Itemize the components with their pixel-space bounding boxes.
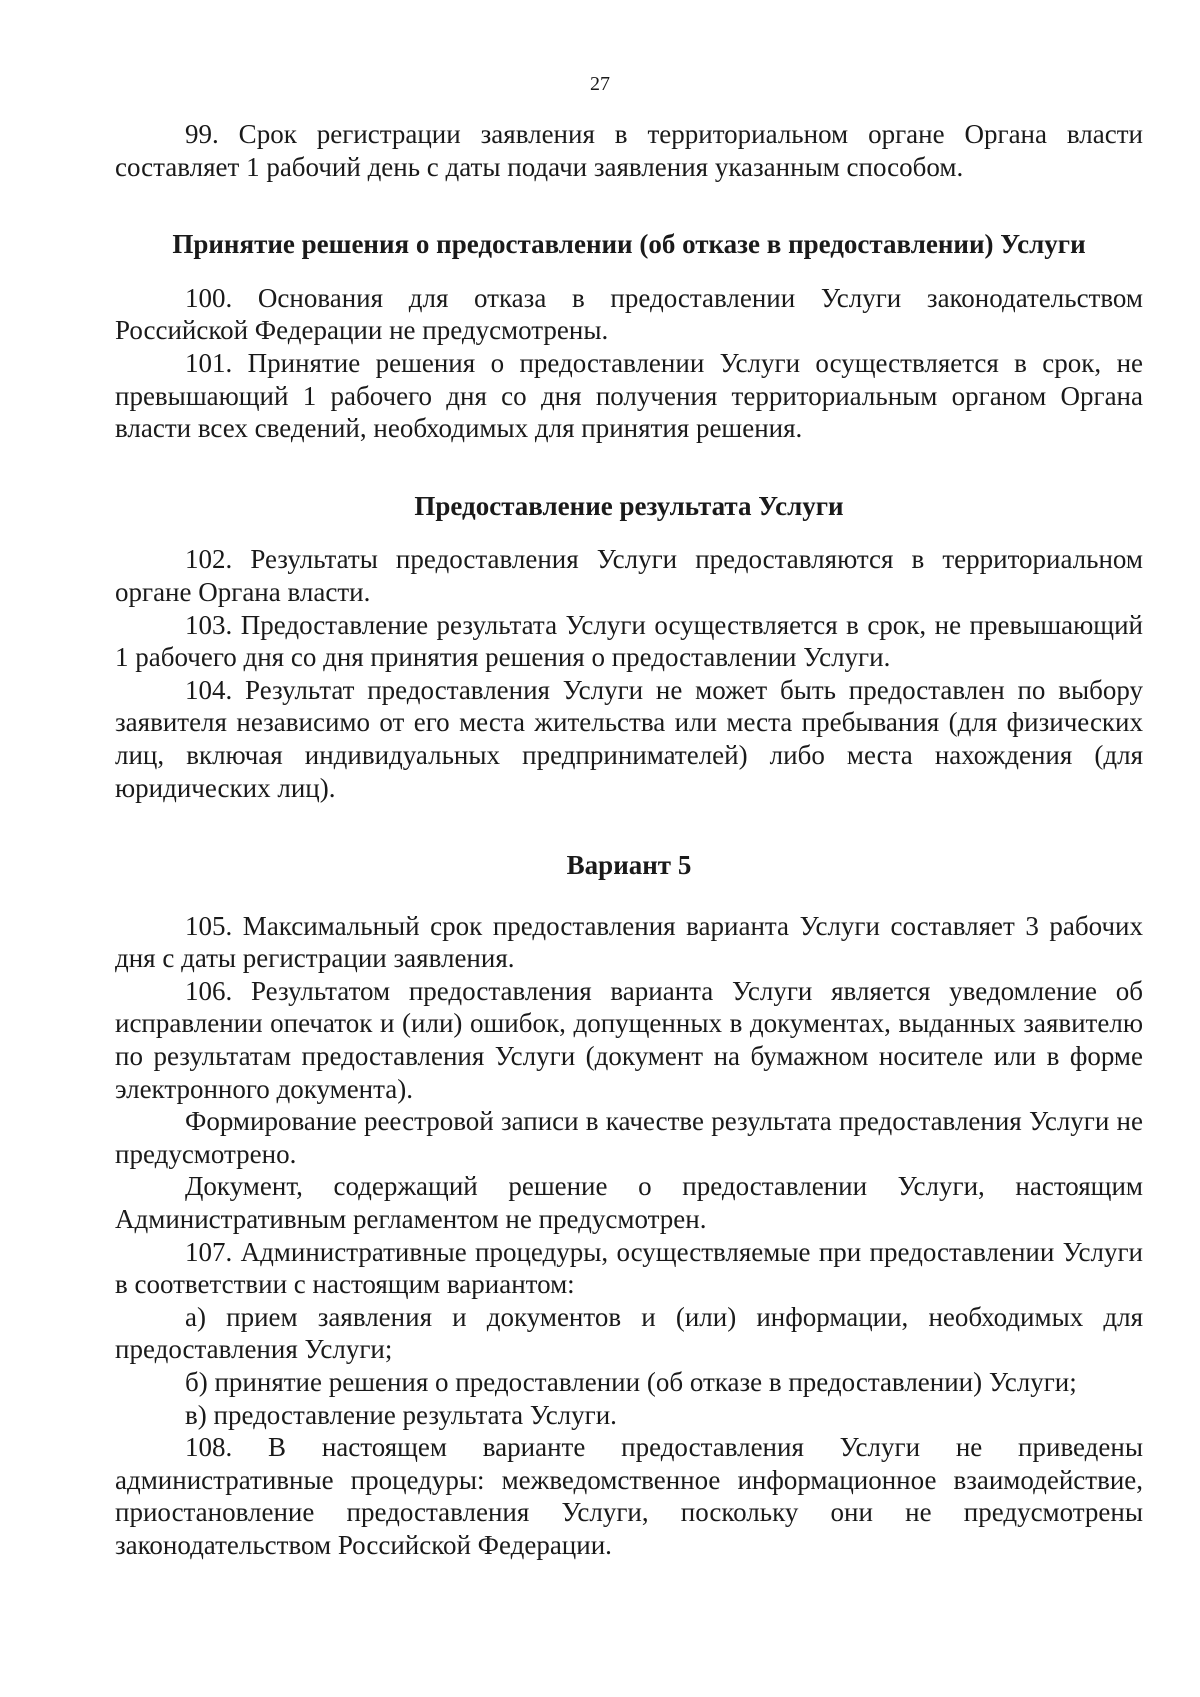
list-item-v: в) предоставление результата Услуги. xyxy=(185,1399,617,1430)
paragraph-101: 101. Принятие решения о предоставлении Услуги осуществляется в срок, не превышающий 1 рабочего дня со дня получения территориальным органом Органа власти всех сведений, необходимых для принятия решения. xyxy=(115,347,1143,444)
paragraph-decision-document: Документ, содержащий решение о предоставлении Услуги, настоящим Административным регламентом не предусмотрен. xyxy=(115,1171,1143,1235)
spacer xyxy=(115,882,1143,910)
paragraph-103: 103. Предоставление результата Услуги осуществляется в срок, не превышающий 1 рабочего дня со дня принятия решения о предоставлении Услуги. xyxy=(115,609,1143,673)
paragraph-102: 102. Результаты предоставления Услуги предоставляются в территориальном органе Органа власти. xyxy=(115,544,1143,607)
paragraph-106: 106. Результатом предоставления варианта Услуги является уведомление об исправлении опечаток и (или) ошибок, допущенных в документах, выданных заявителю по результатам предоставления Услуги (документ на бумажном носителе или в форме электронного документа). xyxy=(115,975,1143,1104)
spacer xyxy=(115,183,1143,228)
paragraph-108: 108. В настоящем варианте предоставления Услуги не приведены административные процедуры: межведомственное информационное взаимодействие, приостановление предоставления Услуги, поскольку они не предусмотрены законодательством Российской Федерации. xyxy=(115,1432,1143,1560)
section-heading-variant-5: Вариант 5 xyxy=(566,850,692,881)
spacer xyxy=(115,804,1143,849)
spacer xyxy=(115,261,1143,282)
list-item-b: б) принятие решения о предоставлении (об отказе в предоставлении) Услуги; xyxy=(185,1367,1077,1397)
list-item-a: а) прием заявления и документов и (или) информации, необходимых для предоставления Услуги; xyxy=(115,1301,1143,1365)
section-heading-result: Предоставление результата Услуги xyxy=(414,490,844,521)
spacer xyxy=(115,445,1143,490)
spacer xyxy=(115,522,1143,543)
paragraph-99: 99. Срок регистрации заявления в территориальном органе Органа власти составляет 1 рабочий день с даты подачи заявления указанным способом. xyxy=(115,119,1143,182)
paragraph-100: 100. Основания для отказа в предоставлении Услуги законодательством Российской Федерации не предусмотрены. xyxy=(115,282,1143,346)
paragraph-registry-record: Формирование реестровой записи в качестве результата предоставления Услуги не предусмотрено. xyxy=(115,1106,1143,1169)
page-number: 27 xyxy=(590,73,610,95)
paragraph-104: 104. Результат предоставления Услуги не может быть предоставлен по выбору заявителя независимо от его места жительства или места пребывания (для физических лиц, включая индивидуальных предпринимателей) либо места нахождения (для юридических лиц). xyxy=(115,674,1143,803)
paragraph-107: 107. Административные процедуры, осуществляемые при предоставлении Услуги в соответствии с настоящим вариантом: xyxy=(115,1236,1143,1300)
paragraph-105: 105. Максимальный срок предоставления варианта Услуги составляет 3 рабочих дня с даты регистрации заявления. xyxy=(115,910,1143,974)
section-heading-decision: Принятие решения о предоставлении (об отказе в предоставлении) Услуги xyxy=(172,229,1086,260)
document-body xyxy=(115,118,1143,1562)
